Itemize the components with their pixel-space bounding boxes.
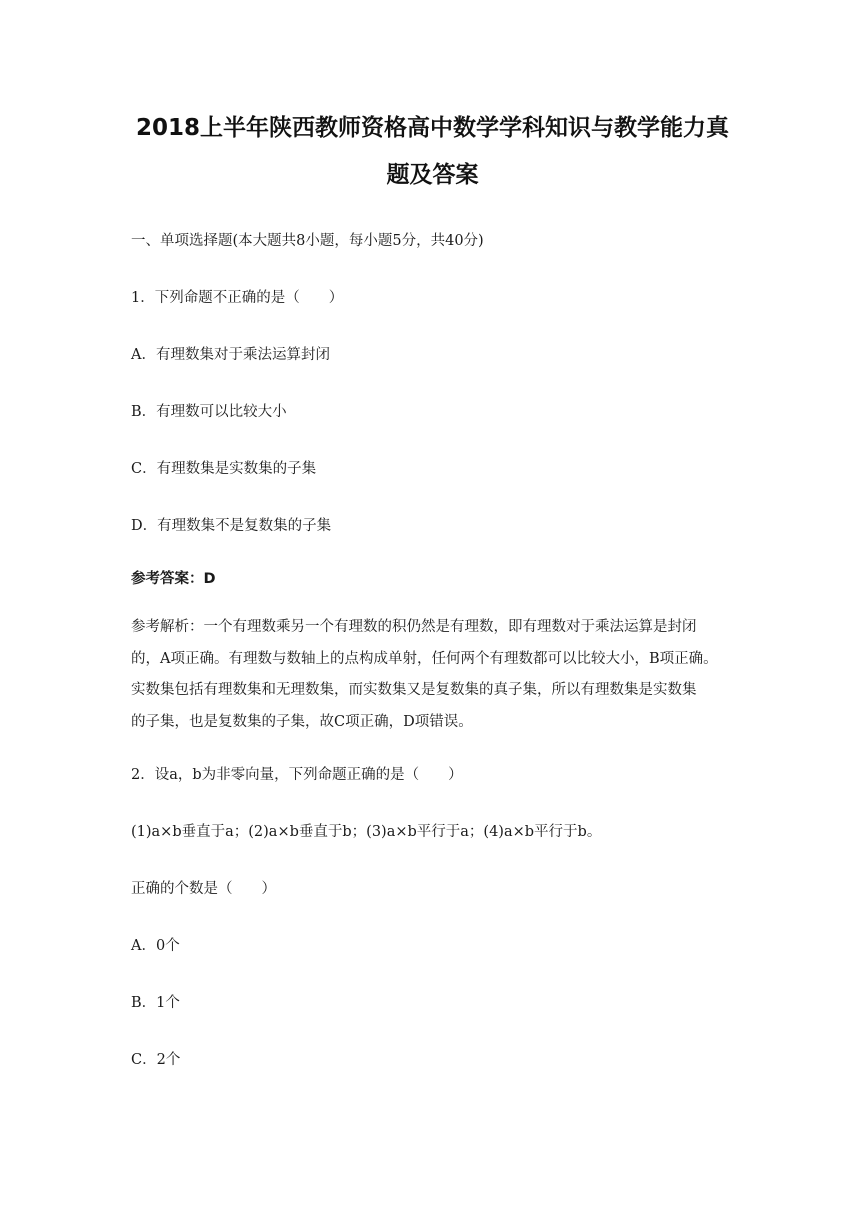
question-1-analysis (131, 612, 741, 738)
question-1-option-c: C．有理数集是实数集的子集 (131, 461, 317, 477)
question-2-prompt: 正确的个数是（ ） (131, 881, 276, 897)
document-title-line-1: 2018上半年陕西教师资格高中数学学科知识与教学能力真 (135, 115, 729, 141)
question-2-stem: 2．设a，b为非零向量，下列命题正确的是（ ） (131, 767, 463, 783)
question-2-option-b: B．1个 (131, 995, 180, 1011)
question-1-option-b: B．有理数可以比较大小 (131, 404, 287, 420)
analysis-line: 的子集，也是复数集的子集，故C项正确，D项错误。 (131, 713, 473, 730)
question-1-stem: 1．下列命题不正确的是（ ） (131, 290, 344, 306)
question-2-option-a: A．0个 (131, 938, 180, 954)
section-heading: 一、单项选择题(本大题共8小题，每小题5分，共40分) (131, 233, 484, 249)
analysis-line: 实数集包括有理数集和无理数集，而实数集又是复数集的真子集，所以有理数集是实数集 (131, 682, 697, 698)
question-2-propositions: (1)a×b垂直于a；(2)a×b垂直于b；(3)a×b平行于a；(4)a×b平行于b。 (131, 824, 602, 840)
document-title-line-2: 题及答案 (386, 162, 479, 188)
analysis-line: 参考解析：一个有理数乘另一个有理数的积仍然是有理数，即有理数对于乘法运算是封闭 (131, 619, 697, 635)
question-1-answer: 参考答案：D (131, 571, 216, 587)
question-2-option-c: C．2个 (131, 1052, 181, 1068)
analysis-line: 的，A项正确。有理数与数轴上的点构成单射，任何两个有理数都可以比较大小，B项正确。 (131, 650, 718, 667)
question-1-option-d: D．有理数集不是复数集的子集 (131, 518, 332, 534)
question-1-option-a: A．有理数集对于乘法运算封闭 (131, 347, 330, 363)
